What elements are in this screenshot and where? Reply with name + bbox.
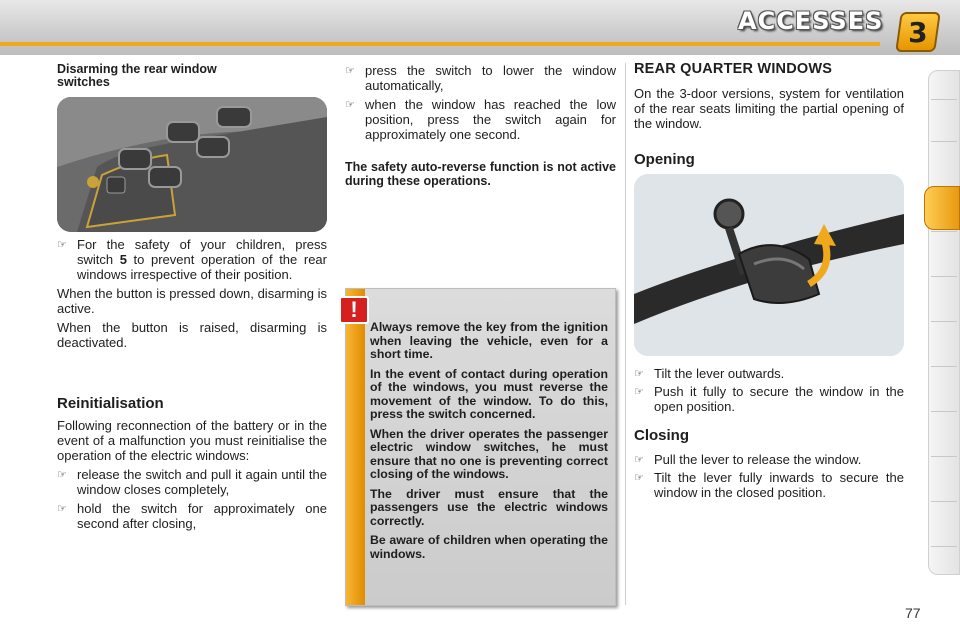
warning-line: In the event of contact during operation of the windows, you must reverse the movement of the window. To do this, press the switch concerned. [370, 366, 608, 421]
pointing-hand-icon: ☞ [57, 468, 67, 481]
tab-divider [931, 141, 957, 142]
tab-divider [931, 321, 957, 322]
tab-divider [931, 99, 957, 100]
disarming-text [57, 237, 327, 350]
window-switch-panel-photo [57, 97, 327, 232]
paragraph: Following reconnection of the battery or in the event of a malfunction you must reinitialise the operation of the electric windows: [57, 418, 327, 463]
opening-steps [634, 366, 904, 500]
lever-illustration [634, 174, 904, 356]
tab-divider [931, 276, 957, 277]
pointing-hand-icon: ☞ [634, 385, 644, 398]
tab-divider [931, 366, 957, 367]
paragraph: On the 3-door versions, system for ventilation of the rear seats limiting the partial opening of the window. [634, 86, 904, 131]
list-item: ☞ For the safety of your children, press switch 5 to prevent operation of the rear windows irrespective of their position. [57, 237, 327, 282]
chapter-tab-strip [928, 70, 960, 575]
warning-line: The driver must ensure that the passengers use the electric windows correctly. [370, 486, 608, 528]
list-item: ☞ Tilt the lever outwards. [634, 366, 785, 381]
opening-heading: Opening [634, 151, 695, 168]
warning-line: Be aware of children when operating the windows. [370, 533, 608, 561]
list-item: ☞ Push it fully to secure the window in the open position. [634, 384, 904, 414]
chapter-title: ACCESSES [738, 7, 884, 35]
auto-reverse-note: The safety auto-reverse function is not active during these operations. [345, 160, 616, 188]
list-item: ☞ release the switch and pull it again until the window closes completely, [57, 467, 327, 497]
paragraph: When the button is raised, disarming is deactivated. [57, 320, 327, 350]
paragraph: When the button is pressed down, disarming is active. [57, 286, 327, 316]
pointing-hand-icon: ☞ [634, 471, 644, 484]
rear-quarter-windows-heading: REAR QUARTER WINDOWS [634, 61, 833, 77]
warning-line: Always remove the key from the ignition when leaving the vehicle, even for a short time. [370, 320, 608, 361]
list-item: ☞ press the switch to lower the window automatically, [345, 63, 616, 93]
header-accent-stripe [0, 42, 880, 46]
exclamation-warning-icon: ! [339, 296, 369, 324]
tab-divider [931, 411, 957, 412]
pointing-hand-icon: ☞ [345, 64, 355, 77]
column-left [57, 63, 327, 89]
warning-accent-strip [346, 289, 365, 605]
reinitialisation-heading: Reinitialisation [57, 395, 164, 412]
rear-quarter-lever-photo [634, 174, 904, 356]
chapter-number: 3 [908, 16, 928, 49]
pointing-hand-icon: ☞ [57, 502, 67, 515]
pointing-hand-icon: ☞ [634, 453, 644, 466]
switch-panel-illustration [57, 97, 327, 232]
tab-divider [931, 501, 957, 502]
pointing-hand-icon: ☞ [57, 238, 67, 251]
list-item: ☞ hold the switch for approximately one second after closing, [57, 501, 327, 531]
tab-divider [931, 546, 957, 547]
pointing-hand-icon: ☞ [634, 367, 644, 380]
closing-heading: Closing [634, 427, 689, 444]
warning-text [370, 321, 608, 567]
list-item: ☞ Tilt the lever fully inwards to secure the window in the closed position. [634, 470, 904, 500]
list-item: ☞ when the window has reached the low position, press the switch again for approximately one second. [345, 97, 616, 142]
disarming-heading: Disarming the rear window switches [57, 62, 217, 89]
warning-line: When the driver operates the passenger electric window switches, he must ensure that no one is preventing correct closing of the windows. [370, 426, 608, 481]
column-right [634, 60, 904, 169]
active-chapter-tab [924, 186, 960, 230]
tab-divider [931, 231, 957, 232]
column-middle [345, 63, 616, 188]
pointing-hand-icon: ☞ [345, 98, 355, 111]
page-header [0, 0, 960, 55]
column-divider [625, 63, 626, 605]
tab-divider [931, 456, 957, 457]
reinitialisation-section [57, 395, 327, 531]
page-number: 77 [905, 605, 921, 621]
list-item: ☞ Pull the lever to release the window. [634, 452, 862, 467]
chapter-badge [895, 12, 941, 52]
